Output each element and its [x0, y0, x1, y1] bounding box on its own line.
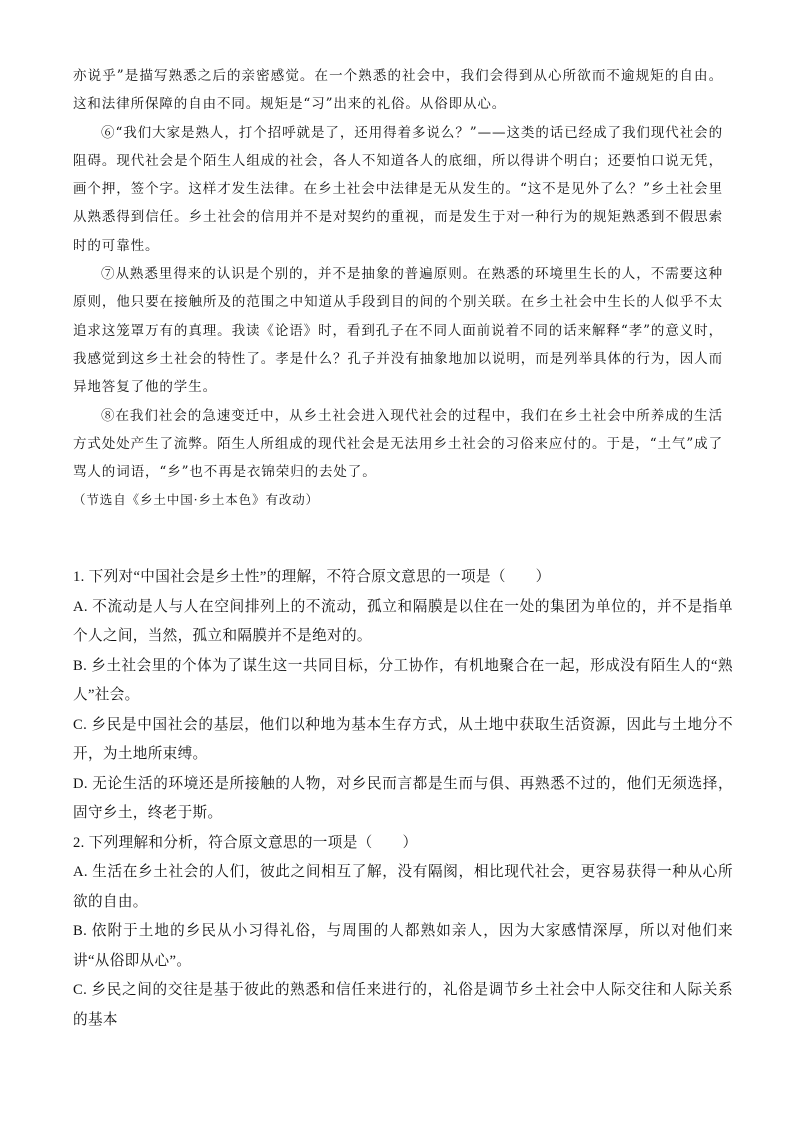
paragraph-6: ⑥“我们大家是熟人，打个招呼就是了，还用得着多说么？”——这类的话已经成了我们现代社会的阻碍。现代社会是个陌生人组成的社会，各人不知道各人的底细，所以得讲个明白；还要怕口说无凭，画个押，签个字。这样才发生法律。在乡土社会中法律是无从发生的。“这不是见外了么？”乡土社会里从熟悉得到信任。乡土社会的信用并不是对契约的重视，而是发生于对一种行为的规矩熟悉到不假思索时的可靠性。 [73, 124, 723, 254]
question-section [73, 563, 733, 1035]
source-citation: （节选自《乡土中国·乡土本色》有改动） [73, 492, 320, 508]
question-2-option-a: A. 生活在乡土社会的人们，彼此之间相互了解，没有隔阂，相比现代社会，更容易获得一种从心所欲的自由。 [73, 864, 733, 910]
question-2-option-c: C. 乡民之间的交往是基于彼此的熟悉和信任来进行的，礼俗是调节乡土社会中人际交往和人际关系的基本 [73, 982, 733, 1028]
reading-passage [73, 62, 723, 515]
paragraph-7: ⑦从熟悉里得来的认识是个别的，并不是抽象的普遍原则。在熟悉的环境里生长的人，不需要这种原则，他只要在接触所及的范围之中知道从手段到目的间的个别关联。在乡土社会中生长的人似乎不太追求这笼罩万有的真理。我读《论语》时，看到孔子在不同人面前说着不同的话来解释“孝”的意义时，我感觉到这乡土社会的特性了。孝是什么？孔子并没有抽象地加以说明，而是列举具体的行为，因人而异地答复了他的学生。 [73, 266, 723, 396]
question-2-stem: 2. 下列理解和分析，符合原文意思的一项是（ ） [73, 834, 418, 851]
question-2-option-b: B. 依附于土地的乡民从小习得礼俗，与周围的人都熟如亲人，因为大家感情深厚，所以对他们来讲“从俗即从心”。 [73, 923, 733, 969]
paragraph-8: ⑧在我们社会的急速变迁中，从乡土社会进入现代社会的过程中，我们在乡土社会中所养成的生活方式处处产生了流弊。陌生人所组成的现代社会是无法用乡土社会的习俗来应付的。于是，“土气”成了骂人的词语，“乡”也不再是衣锦荣归的去处了。 [73, 407, 723, 481]
question-1-option-a: A. 不流动是人与人在空间排列上的不流动，孤立和隔膜是以住在一处的集团为单位的，并不是指单个人之间，当然，孤立和隔膜并不是绝对的。 [73, 598, 733, 644]
question-1-stem: 1. 下列对“中国社会是乡土性”的理解，不符合原文意思的一项是（ ） [73, 569, 551, 585]
paragraph-5-continued: 亦说乎”是描写熟悉之后的亲密感觉。在一个熟悉的社会中，我们会得到从心所欲而不逾规矩的自由。这和法律所保障的自由不同。规矩是“习”出来的礼俗。从俗即从心。 [73, 68, 723, 113]
question-1-option-d: D. 无论生活的环境还是所接触的人物，对乡民而言都是生而与俱、再熟悉不过的，他们无须选择，固守乡土，终老于斯。 [73, 775, 733, 821]
question-1-option-b: B. 乡土社会里的个体为了谋生这一共同目标，分工协作，有机地聚合在一起，形成没有陌生人的“熟人”社会。 [73, 657, 733, 703]
question-1-option-c: C. 乡民是中国社会的基层，他们以种地为基本生存方式，从土地中获取生活资源，因此与土地分不开，为土地所束缚。 [73, 716, 733, 762]
